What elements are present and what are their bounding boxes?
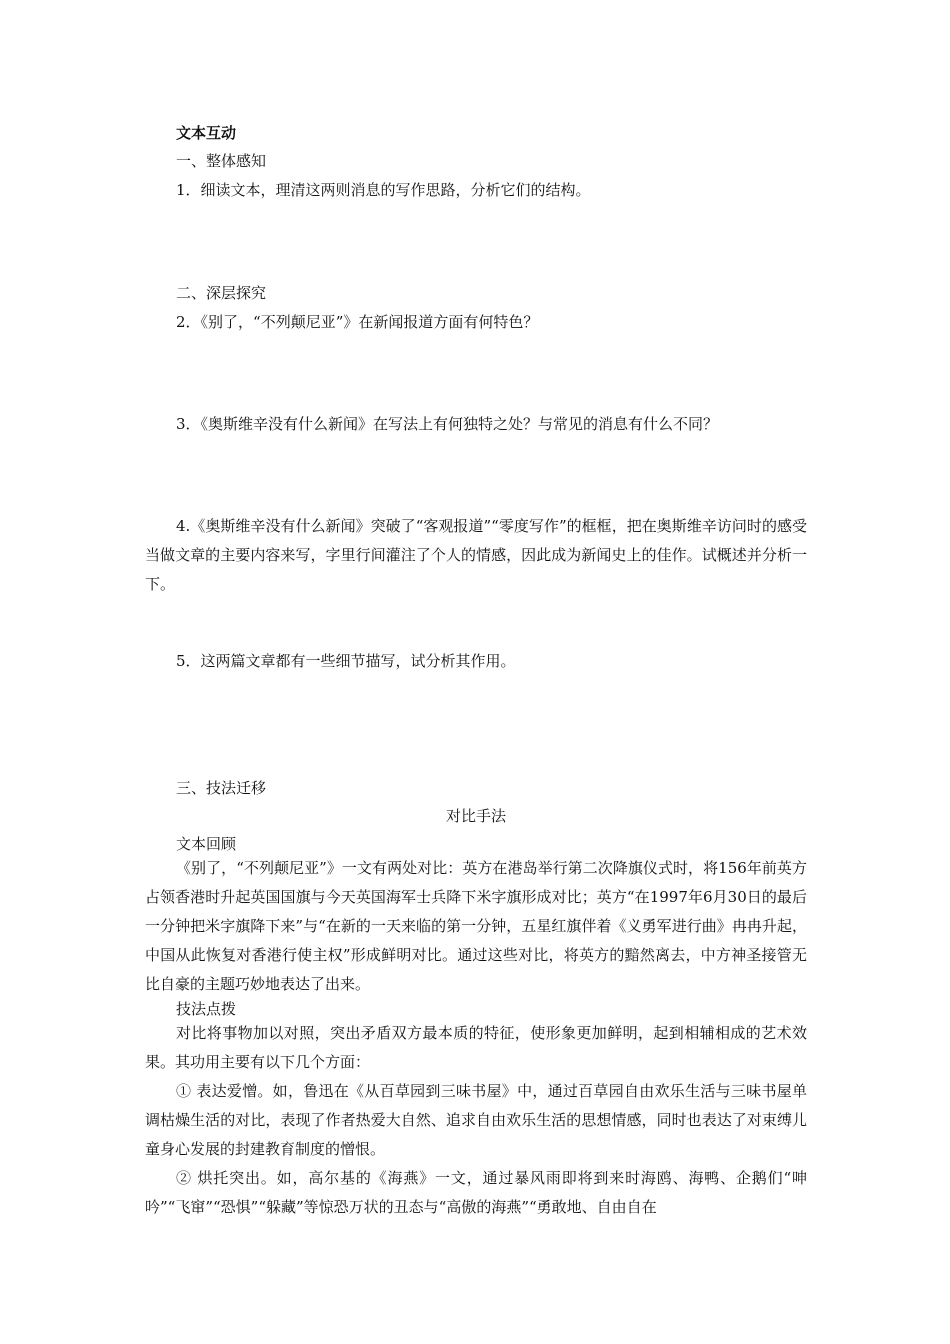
- question-1: 1．细读文本，理清这两则消息的写作思路，分析它们的结构。: [176, 181, 591, 199]
- question-4: 4.《奥斯维辛没有什么新闻》突破了“客观报道”“零度写作”的框框，把在奥斯维辛访问时的感受当做文章的主要内容来写，字里行间灌注了个人的情感，因此成为新闻史上的佳作。试概述并分析一下。: [145, 517, 807, 593]
- question-3: 3．《奥斯维辛没有什么新闻》在写法上有何独特之处？与常见的消息有什么不同？: [176, 415, 719, 433]
- review-paragraph: 《别了，“不列颠尼亚”》一文有两处对比：英方在港岛举行第二次降旗仪式时，将156年前英方占领香港时升起英国国旗与今天英国海军士兵降下米字旗形成对比；英方“在1997年6月30日的最后一分钟把米字旗降下来”与“在新的一天来临的第一分钟，五星红旗伴着《义勇军进行曲》冉冉升起，中国从此恢复对香港行使主权”形成鲜明对比。通过这些对比，将英方的黯然离去，中方神圣接管无比自豪的主题巧妙地表达了出来。: [145, 859, 807, 993]
- question-5: 5．这两篇文章都有一些细节描写，试分析其作用。: [176, 652, 516, 670]
- heading-deep-inquiry: 二、深层探究: [176, 284, 267, 302]
- technique-title: 对比手法: [445, 807, 506, 825]
- review-heading: 文本回顾: [176, 835, 237, 853]
- question-2: 2．《别了，“不列颠尼亚”》在新闻报道方面有何特色？: [176, 313, 539, 331]
- point-2-paragraph: ② 烘托突出。如，高尔基的《海燕》一文，通过暴风雨即将到来时海鸥、海鸭、企鹅们“呻吟”“飞窜”“恐惧”“躲藏”等惊恐万状的丑态与“高傲的海燕”“勇敢地、自由自在: [145, 1169, 807, 1216]
- heading-technique-transfer: 三、技法迁移: [176, 779, 267, 797]
- section-title: 文本互动: [176, 124, 237, 142]
- heading-overall-perception: 一、整体感知: [176, 152, 267, 170]
- tips-paragraph: 对比将事物加以对照，突出矛盾双方最本质的特征，使形象更加鲜明，起到相辅相成的艺术效果。其功用主要有以下几个方面：: [145, 1024, 807, 1071]
- tips-heading: 技法点拨: [176, 1000, 237, 1018]
- point-1-paragraph: ① 表达爱憎。如，鲁迅在《从百草园到三味书屋》中，通过百草园自由欢乐生活与三味书屋单调枯燥生活的对比，表现了作者热爱大自然、追求自由欢乐生活的思想情感，同时也表达了对束缚儿童身心发展的封建教育制度的憎恨。: [145, 1082, 807, 1158]
